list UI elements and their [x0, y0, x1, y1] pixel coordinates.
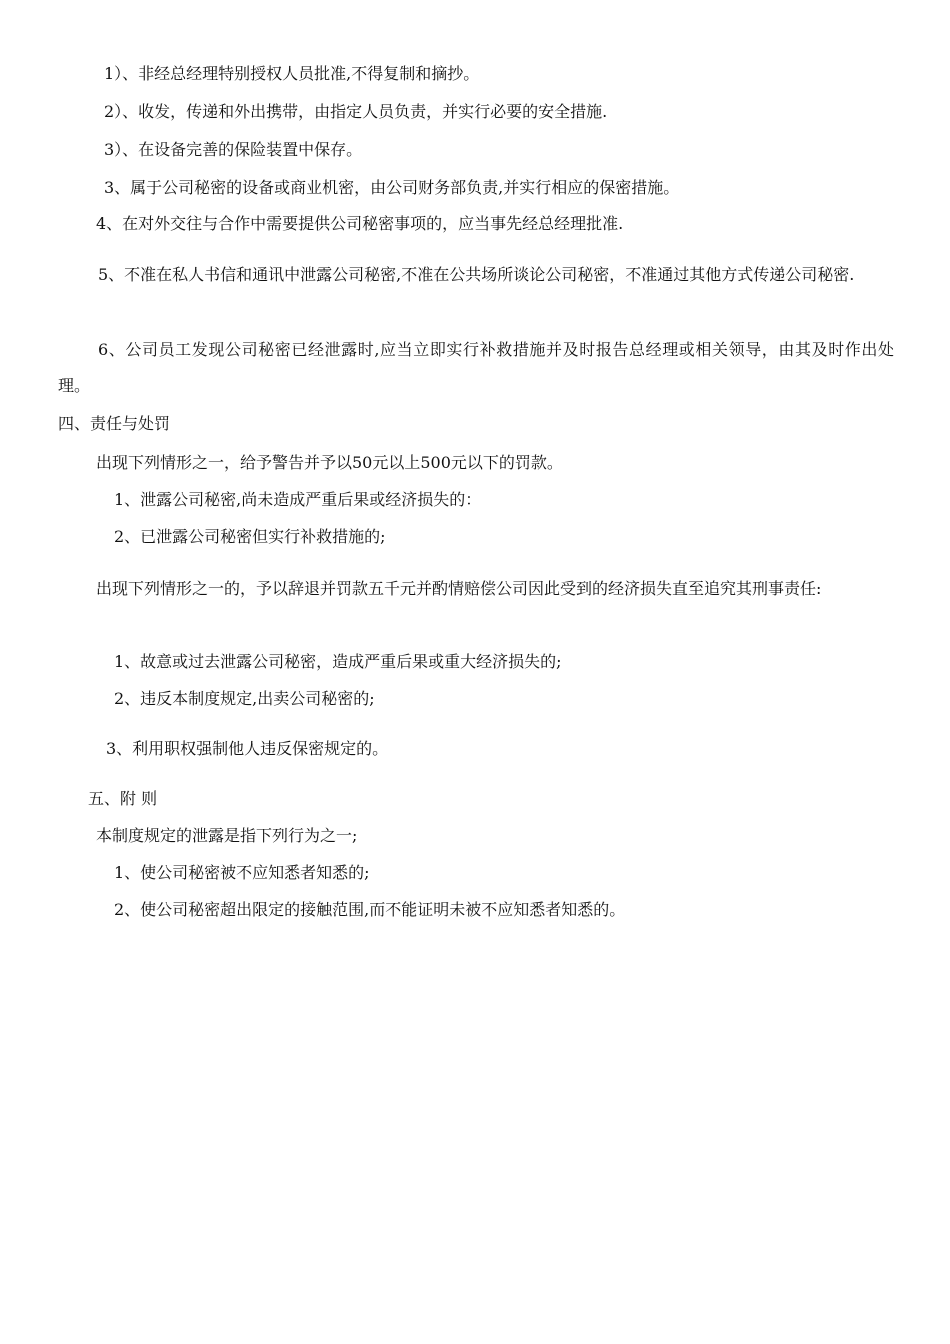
- section-heading-appendix: 五、附 则: [88, 789, 158, 808]
- penalty-dismissal-item-3: 3、利用职权强制他人违反保密规定的。: [106, 739, 389, 758]
- section-heading-penalties: 四、责任与处罚: [58, 414, 171, 433]
- penalty-warning-intro: 出现下列情形之一，给予警告并予以50元以上500元以下的罚款。: [96, 453, 563, 472]
- appendix-item-1: 1、使公司秘密被不应知悉者知悉的;: [114, 863, 370, 882]
- penalty-dismissal-item-1: 1、故意或过去泄露公司秘密，造成严重后果或重大经济损失的;: [114, 652, 562, 671]
- clause-transmission: 2）、收发，传递和外出携带，由指定人员负责，并实行必要的安全措施.: [104, 102, 608, 121]
- penalty-warning-item-2: 2、已泄露公司秘密但实行补救措施的;: [114, 527, 386, 546]
- clause-4-external: 4、在对外交往与合作中需要提供公司秘密事项的，应当事先经总经理批准.: [96, 214, 624, 233]
- clause-copy-restriction: 1）、非经总经理特别授权人员批准,不得复制和摘抄。: [104, 64, 480, 83]
- clause-storage: 3）、在设备完善的保险装置中保存。: [104, 140, 363, 159]
- clause-3-equipment: 3、属于公司秘密的设备或商业机密，由公司财务部负责,并实行相应的保密措施。: [104, 178, 680, 197]
- clause-5-no-disclosure: 5、不准在私人书信和通讯中泄露公司秘密,不准在公共场所谈论公司秘密，不准通过其他方式传递公司秘密.: [98, 265, 855, 284]
- appendix-definition-intro: 本制度规定的泄露是指下列行为之一;: [96, 826, 358, 845]
- penalty-dismissal-intro: 出现下列情形之一的，予以辞退并罚款五千元并酌情赔偿公司因此受到的经济损失直至追究其刑事责任:: [96, 579, 822, 598]
- clause-6-leak-report: 6、公司员工发现公司秘密已经泄露时,应当立即实行补救措施并及时报告总经理或相关领导，由其及时作出处理。: [58, 340, 894, 395]
- appendix-item-2: 2、使公司秘密超出限定的接触范围,而不能证明未被不应知悉者知悉的。: [114, 900, 626, 919]
- penalty-warning-item-1: 1、泄露公司秘密,尚未造成严重后果或经济损失的：: [114, 490, 482, 509]
- penalty-dismissal-item-2: 2、违反本制度规定,出卖公司秘密的;: [114, 689, 375, 708]
